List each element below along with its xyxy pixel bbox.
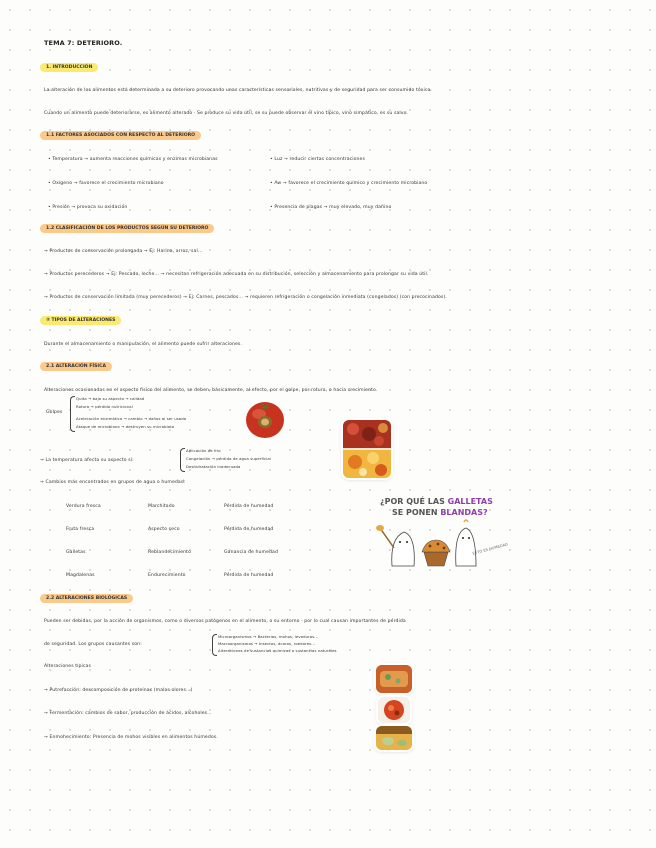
- examples-label: → Cambios más encontrados en grupos de agua o humedad:: [40, 480, 186, 485]
- list-item: • Oxígeno → favorece el crecimiento microbiano: [48, 181, 164, 186]
- list-item: • Presencia de plagas → muy elevado, muy dañino: [270, 205, 392, 210]
- list-item: Rotura → pérdida nutricional: [76, 404, 133, 409]
- list-item: → Productos de conservación limitada (muy perecederos) → Ej: Carnes, pescados... → requieren refrigeración o congelación inmediata (congelados) (con precocinados).: [44, 295, 447, 300]
- list-item: → Putrefacción: descomposición de proteínas (malos olores...): [44, 688, 193, 693]
- types-label: Alteraciones típicas: [44, 664, 91, 669]
- paragraph: La alteración de los alimentos está determinada a su deterioro provocando unas características sensoriales, nutritivas y de seguridad para ser consumido tóxico.: [44, 88, 432, 93]
- paragraph: Durante el almacenamiento o manipulación, el alimento puede sufrir alteraciones.: [44, 342, 242, 347]
- causes-label: de seguridad. Los grupos causantes son:: [44, 642, 142, 647]
- paragraph: Cuando un alimento puede deteriorarse, es alimento alterado · Se produce su vida útil, se su puede observar el vino típico, vino simpático, es su salvo.: [44, 111, 408, 116]
- list-item: • Luz → reducir ciertas concentraciones: [270, 157, 365, 162]
- cookie-cartoon-illustration: [372, 518, 512, 570]
- spoiled-fruit-image: [378, 697, 410, 723]
- table-cell: Reblandecimiento: [148, 550, 191, 555]
- paragraph: Pueden ser debidas, por la acción de organismos, como o diversos patógenos en el alimento, o su entorno · por lo cual causan importantes de pérdida: [44, 619, 406, 624]
- golpes-label: Golpes: [46, 410, 63, 415]
- list-item: • Aw → favorece el crecimiento químico y crecimiento microbiano: [270, 181, 428, 186]
- table-cell: Aspecto seco: [148, 527, 180, 532]
- list-item: Quita → bajo su aspecto → calidad: [76, 396, 145, 401]
- table-cell: Magdalenas: [66, 573, 95, 578]
- moldy-food-image: [376, 726, 412, 750]
- list-item: → Enmohecimiento: Presencia de mohos visibles en alimentos húmedos.: [44, 735, 218, 740]
- spoiled-bread-image: [376, 665, 412, 693]
- table-cell: Endurecimiento: [148, 573, 186, 578]
- brace: [70, 396, 75, 432]
- table-cell: Marchitado: [148, 504, 175, 509]
- brace: [180, 448, 185, 472]
- table-cell: Pérdida de humedad: [224, 573, 274, 578]
- list-item: → Fermentación: cambios de sabor, producción de ácidos, alcoholes...: [44, 711, 212, 716]
- list-item: Congelación → pérdida de agua superficial: [186, 456, 271, 461]
- table-cell: Fruta fresca: [66, 527, 95, 532]
- tomato-image: [243, 398, 287, 440]
- cartoon-caption: ESTO ES HUMEDAD: [472, 542, 509, 556]
- list-item: Aceleración enzimática → cambio → daños al ser usado: [76, 416, 187, 421]
- table-cell: Verdura fresca: [66, 504, 101, 509]
- page-title: TEMA 7: DETERIORO.: [44, 39, 123, 47]
- table-cell: Pérdida de humedad: [224, 504, 274, 509]
- table-cell: Pérdida de humedad: [224, 527, 274, 532]
- section-heading-clasificacion: 1.2 CLASIFICACIÓN DE LOS PRODUCTOS SEGÚN SU DETERIORO: [40, 224, 214, 233]
- paragraph: Alteraciones ocasionadas en el aspecto físico del alimento, se deben, básicamente, al efecto, por el golpe, por rotura, o hacia crecimiento.: [44, 388, 378, 393]
- cartoon-highlight-word: BLANDAS?: [440, 508, 488, 517]
- section-heading-factores: 1.1 FACTORES ASOCIADOS CON RESPECTO AL DETERIORO: [40, 131, 201, 140]
- temperature-label: → La temperatura afecta su aspecto si:: [40, 458, 134, 463]
- cartoon-title-line2: SE PONEN BLANDAS?: [392, 508, 488, 517]
- section-heading-alteracion-fisica: 2.1 ALTERACIÓN FÍSICA: [40, 362, 112, 371]
- list-item: → Productos perecederos → Ej: Pescado, leche... → necesitan refrigeración adecuada en su distribución, selección y almacenamiento para prolongar su vida útil.: [44, 272, 429, 277]
- cartoon-title-line1: ¿POR QUÉ LAS GALLETAS: [380, 497, 493, 506]
- list-item: → Productos de conservación prolongada → Ej: Harina, arroz, sal...: [44, 249, 203, 254]
- brace: [212, 634, 217, 656]
- list-item: • Temperatura → aumenta reacciones químicas y enzimas microbianas: [48, 157, 218, 162]
- list-item: • Presión → provoca su oxidación: [48, 205, 128, 210]
- section-heading-alteraciones-biologicas: 2.2 ALTERACIONES BIOLÓGICAS: [40, 594, 133, 603]
- list-item: Microorganismos → Bacterias, mohos, levaduras...: [218, 634, 319, 639]
- section-heading-tipos: ② TIPOS DE ALTERACIONES: [40, 316, 121, 325]
- list-item: Macroorganismos → Insectos, ácaros, roedores...: [218, 641, 316, 646]
- list-item: Ataque de microbiano → destruyen su microbiota: [76, 424, 175, 429]
- list-item: Deshidratación inadecuada: [186, 464, 241, 469]
- list-item: Alteraciones de sustancias químicas o sustancias naturales: [218, 648, 337, 653]
- list-item: Aplicación de frío: [186, 448, 221, 453]
- spoiled-food-collage-image: [343, 420, 391, 478]
- cartoon-highlight-word: GALLETAS: [447, 497, 493, 506]
- table-cell: Galletas: [66, 550, 86, 555]
- table-cell: Ganancia de humedad: [224, 550, 278, 555]
- section-heading-introduccion: 1. INTRODUCCIÓN: [40, 63, 98, 72]
